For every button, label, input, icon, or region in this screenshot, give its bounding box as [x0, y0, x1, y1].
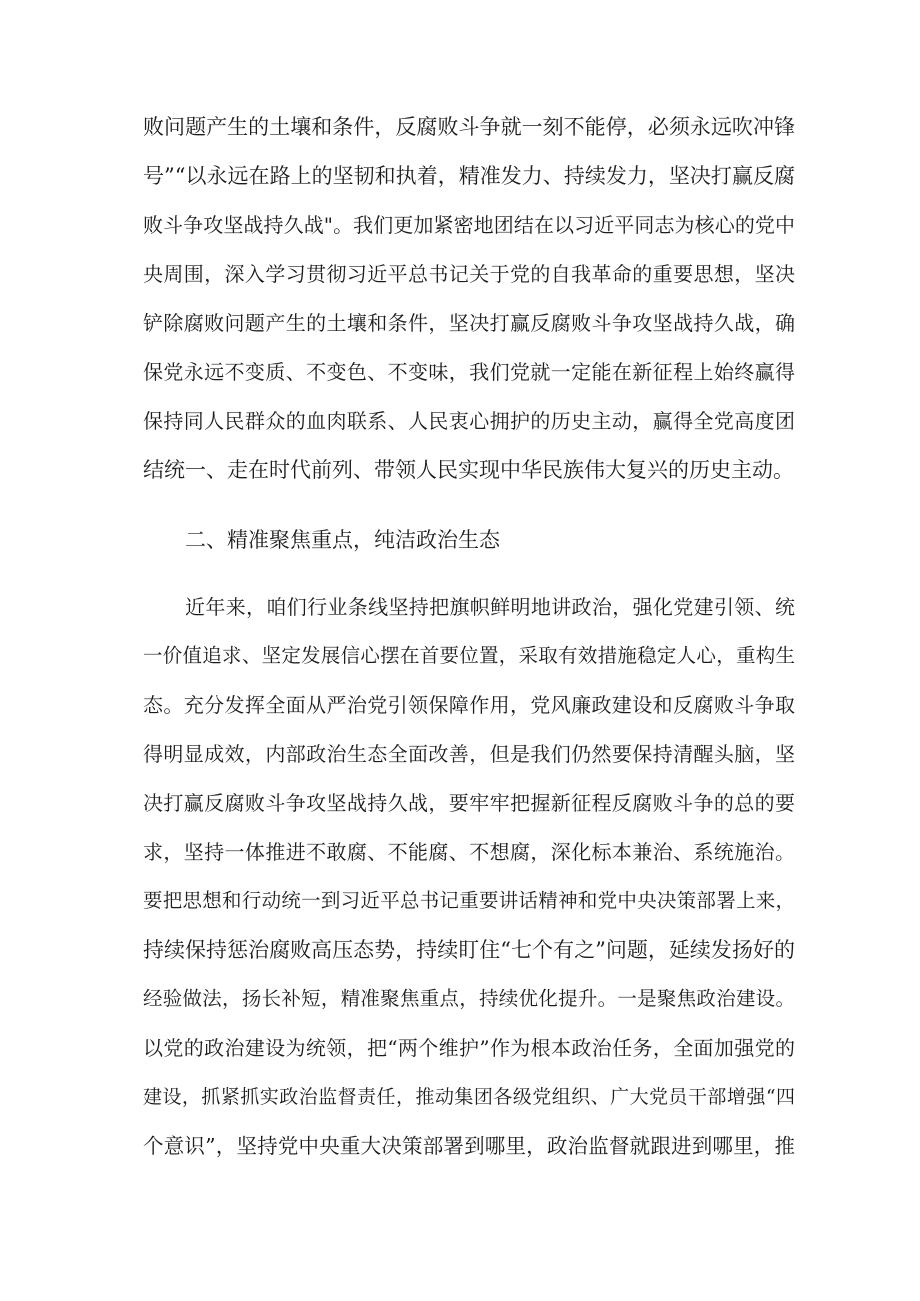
paragraph-2-line-2: 一价值追求、坚定发展信心摆在首要位置，采取有效措施稳定人心，重构生 — [143, 644, 795, 667]
paragraph-2-line-4: 得明显成效，内部政治生态全面改善，但是我们仍然要保持清醒头脑，坚 — [143, 742, 795, 766]
paragraph-2-line-3: 态。充分发挥全面从严治党引领保障作用，党风廉政建设和反腐败斗争取 — [143, 693, 795, 717]
paragraph-2-line-1: 近年来，咱们行业条线坚持把旗帜鲜明地讲政治，强化党建引领、统 — [185, 595, 795, 619]
paragraph-2-line-9: 经验做法，扬长补短，精准聚焦重点，持续优化提升。一是聚焦政治建设。 — [143, 987, 795, 1010]
paragraph-2-line-6: 求，坚持一体推进不敢腐、不能腐、不想腐，深化标本兼治、系统施治。 — [143, 840, 795, 864]
paragraph-1-line-6: 保党永远不变质、不变色、不变味，我们党就一定能在新征程上始终赢得 — [143, 360, 795, 384]
paragraph-1-line-4: 央周围，深入学习贯彻习近平总书记关于党的自我革命的重要思想，坚决 — [143, 262, 795, 286]
paragraph-2-line-10: 以党的政治建设为统领，把“两个维护”作为根本政治任务，全面加强党的 — [143, 1036, 795, 1060]
paragraph-1-line-5: 铲除腐败问题产生的土壤和条件，坚决打赢反腐败斗争攻坚战持久战，确 — [143, 311, 795, 335]
paragraph-2-line-12: 个意识”，坚持党中央重大决策部署到哪里，政治监督就跟进到哪里，推 — [143, 1134, 795, 1158]
paragraph-2-line-11: 建设，抓紧抓实政治监督责任，推动集团各级党组织、广大党员干部增强“四 — [143, 1086, 795, 1108]
paragraph-1-line-1: 败问题产生的土壤和条件，反腐败斗争就一刻不能停，必须永远吹冲锋 — [143, 115, 795, 139]
paragraph-1-line-7: 保持同人民群众的血肉联系、人民衷心拥护的历史主动，赢得全党高度团 — [143, 409, 795, 433]
paragraph-2-line-7: 要把思想和行动统一到习近平总书记重要讲话精神和党中央决策部署上来， — [143, 889, 795, 912]
section-heading: 二、精准聚焦重点，纯洁政治生态 — [185, 528, 500, 552]
paragraph-1-line-8: 结统一、走在时代前列、带领人民实现中华民族伟大复兴的历史主动。 — [143, 458, 794, 482]
paragraph-1-line-3: 败斗争攻坚战持久战"。我们更加紧密地团结在以习近平同志为核心的党中 — [143, 213, 795, 237]
paragraph-2-line-5: 决打赢反腐败斗争攻坚战持久战，要牢牢把握新征程反腐败斗争的总的要 — [143, 791, 795, 815]
paragraph-1-line-2: 号”“以永远在路上的坚韧和执着，精准发力、持续发力，坚决打赢反腐 — [143, 164, 795, 188]
paragraph-2-line-8: 持续保持惩治腐败高压态势，持续盯住“七个有之”问题，延续发扬好的 — [143, 938, 795, 962]
